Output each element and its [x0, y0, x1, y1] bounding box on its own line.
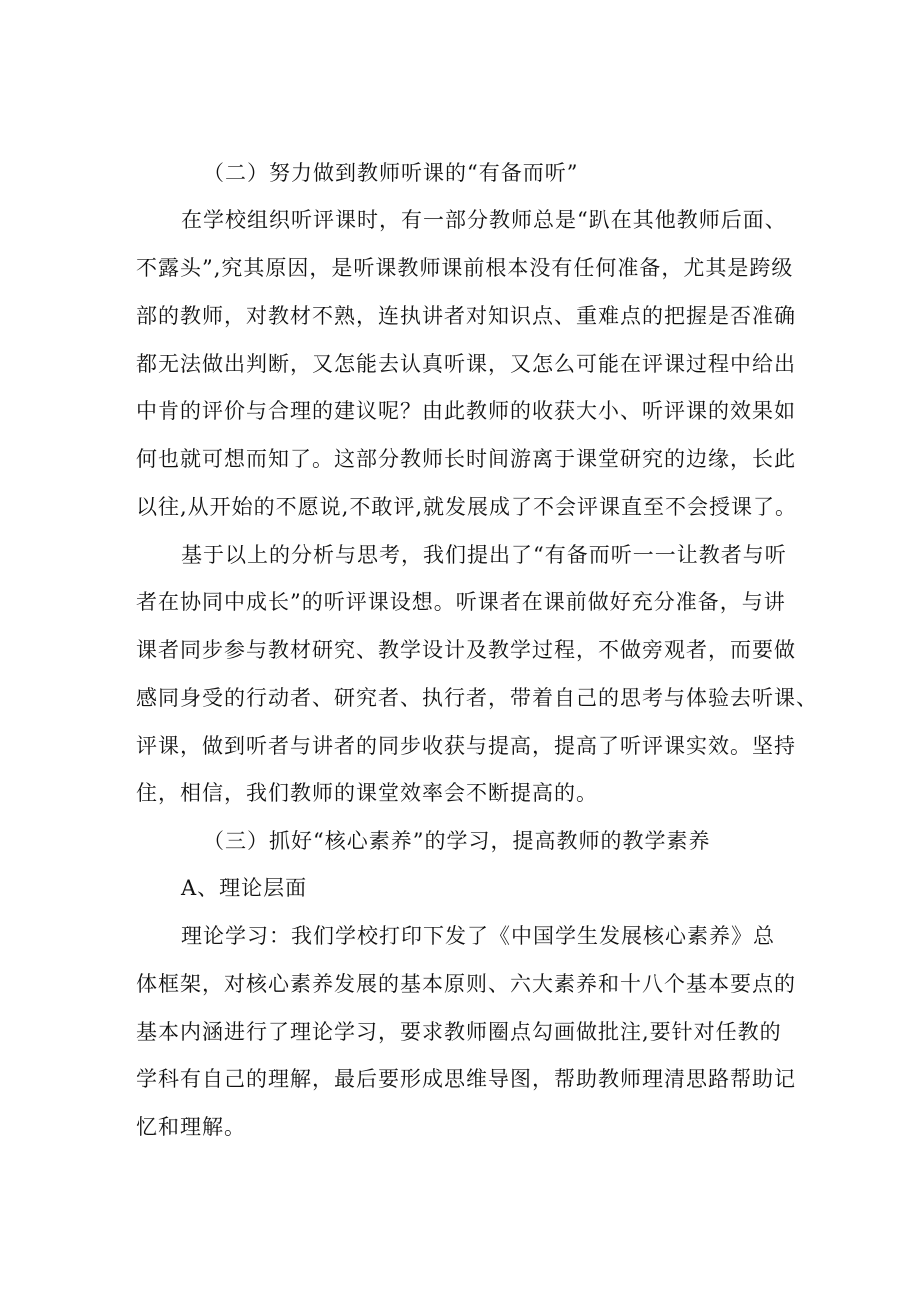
paragraph-1-line-2: 不露头”,究其原因，是听课教师课前根本没有任何准备，尤其是跨级	[136, 256, 794, 280]
paragraph-3-line-1: 理论学习：我们学校打印下发了《中国学生发展核心素养》总	[181, 924, 775, 948]
paragraph-2-line-3: 课者同步参与教材研究、教学设计及教学过程，不做旁观者，而要做	[136, 638, 796, 662]
paragraph-2-line-1: 基于以上的分析与思考，我们提出了“有备而听一一让教者与听	[181, 543, 787, 567]
paragraph-2-line-6: 住，相信，我们教师的课堂效率会不断提高的。	[136, 781, 598, 805]
paragraph-1-line-7: 以往,从开始的不愿说,不敢评,就发展成了不会评课直至不会授课了。	[136, 495, 798, 519]
paragraph-2-line-2: 者在协同中成长”的听评课设想。听课者在课前做好充分准备，与讲	[136, 590, 786, 614]
paragraph-2-line-4: 感同身受的行动者、研究者、执行者，带着自己的思考与体验去听课、	[136, 686, 818, 710]
section-heading-3: （三）抓好“核心素养”的学习，提高教师的教学素养	[203, 829, 711, 853]
subheading-a: A、理论层面	[181, 876, 308, 900]
paragraph-3-line-5: 忆和理解。	[136, 1115, 246, 1139]
section-heading-2: （二）努力做到教师听课的“有备而听”	[203, 161, 579, 185]
paragraph-1-line-5: 中肯的评价与合理的建议呢？由此教师的收获大小、听评课的效果如	[136, 399, 796, 423]
paragraph-3-line-2: 体框架，对核心素养发展的基本原则、六大素养和十八个基本要点的	[136, 972, 796, 996]
paragraph-1-line-4: 都无法做出判断，又怎能去认真听课，又怎么可能在评课过程中给出	[136, 352, 796, 376]
paragraph-1-line-1: 在学校组织听评课时，有一部分教师总是“趴在其他教师后面、	[181, 208, 787, 232]
paragraph-1-line-3: 部的教师，对教材不熟，连执讲者对知识点、重难点的把握是否准确	[136, 304, 796, 328]
paragraph-1-line-6: 何也就可想而知了。这部分教师长时间游离于课堂研究的边缘，长此	[136, 447, 796, 471]
paragraph-2-line-5: 评课，做到听者与讲者的同步收获与提高，提高了听评课实效。坚持	[136, 734, 796, 758]
paragraph-3-line-3: 基本内涵进行了理论学习，要求教师圈点勾画做批注,要针对任教的	[136, 1020, 782, 1044]
paragraph-3-line-4: 学科有自己的理解，最后要形成思维导图，帮助教师理清思路帮助记	[136, 1067, 796, 1091]
